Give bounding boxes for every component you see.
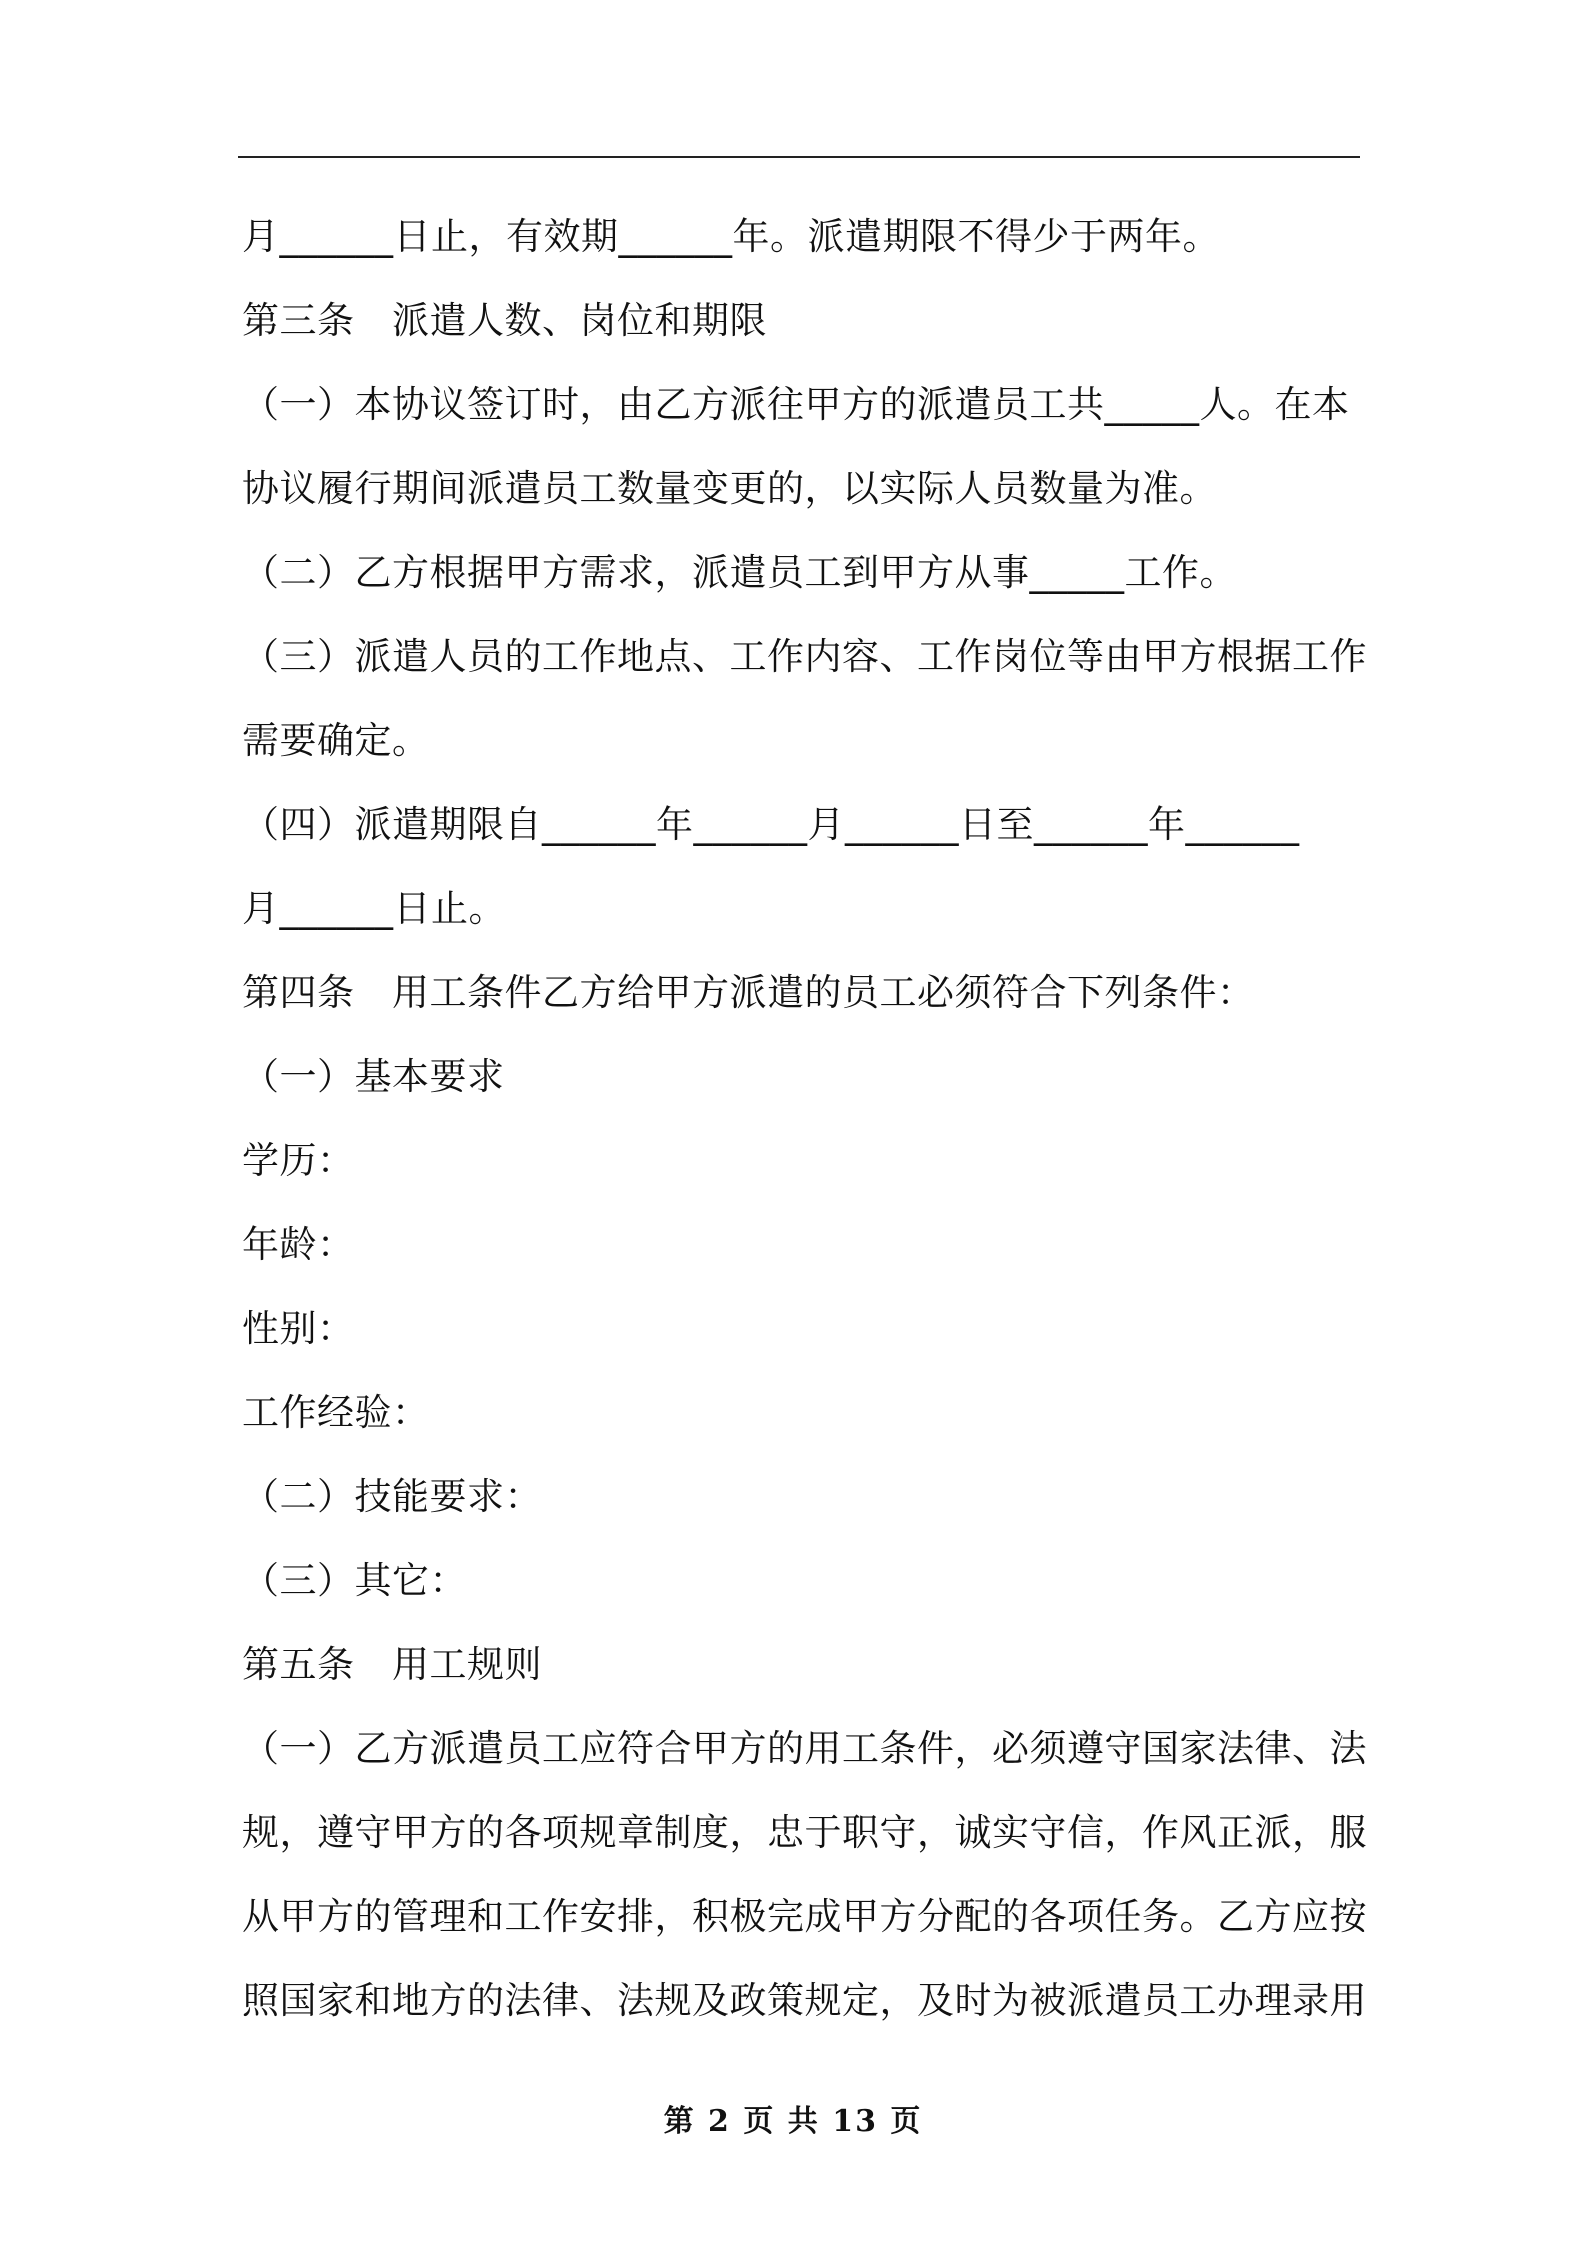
text-line-8: （四）派遣期限自______年______月______日至______年______ — [242, 803, 1300, 846]
text-line-17: （三）其它： — [242, 1559, 467, 1602]
text-line-19: （一）乙方派遣员工应符合甲方的用工条件，必须遵守国家法律、法 — [242, 1727, 1367, 1770]
text-line-3: （一）本协议签订时，由乙方派往甲方的派遣员工共_____人。在本 — [242, 383, 1350, 426]
text-line-21: 从甲方的管理和工作安排，积极完成甲方分配的各项任务。乙方应按 — [242, 1895, 1367, 1938]
text-line-5: （二）乙方根据甲方需求，派遣员工到甲方从事_____工作。 — [242, 551, 1237, 594]
text-line-9: 月______日止。 — [242, 887, 506, 930]
text-line-7: 需要确定。 — [242, 719, 430, 762]
field-gender: 性别： — [242, 1307, 355, 1350]
header-rule — [238, 156, 1360, 158]
text-line-16: （二）技能要求： — [242, 1475, 542, 1518]
field-work-experience: 工作经验： — [242, 1391, 430, 1434]
field-age: 年龄： — [242, 1223, 355, 1266]
text-line-20: 规，遵守甲方的各项规章制度，忠于职守，诚实守信，作风正派，服 — [242, 1811, 1367, 1854]
article-5-heading: 第五条 用工规则 — [242, 1643, 542, 1686]
article-4-heading: 第四条 用工条件乙方给甲方派遣的员工必须符合下列条件： — [242, 971, 1255, 1014]
text-line-1: 月______日止，有效期______年。派遣期限不得少于两年。 — [242, 215, 1220, 258]
text-line-11: （一）基本要求 — [242, 1055, 505, 1098]
text-line-6: （三）派遣人员的工作地点、工作内容、工作岗位等由甲方根据工作 — [242, 635, 1367, 678]
page-number-footer: 第 2 页 共 13 页 — [663, 2104, 923, 2139]
document-body — [242, 195, 1367, 2043]
text-line-4: 协议履行期间派遣员工数量变更的，以实际人员数量为准。 — [242, 467, 1217, 510]
text-line-22: 照国家和地方的法律、法规及政策规定，及时为被派遣员工办理录用 — [242, 1979, 1367, 2022]
field-education: 学历： — [242, 1139, 355, 1182]
article-3-heading: 第三条 派遣人数、岗位和期限 — [242, 299, 767, 342]
